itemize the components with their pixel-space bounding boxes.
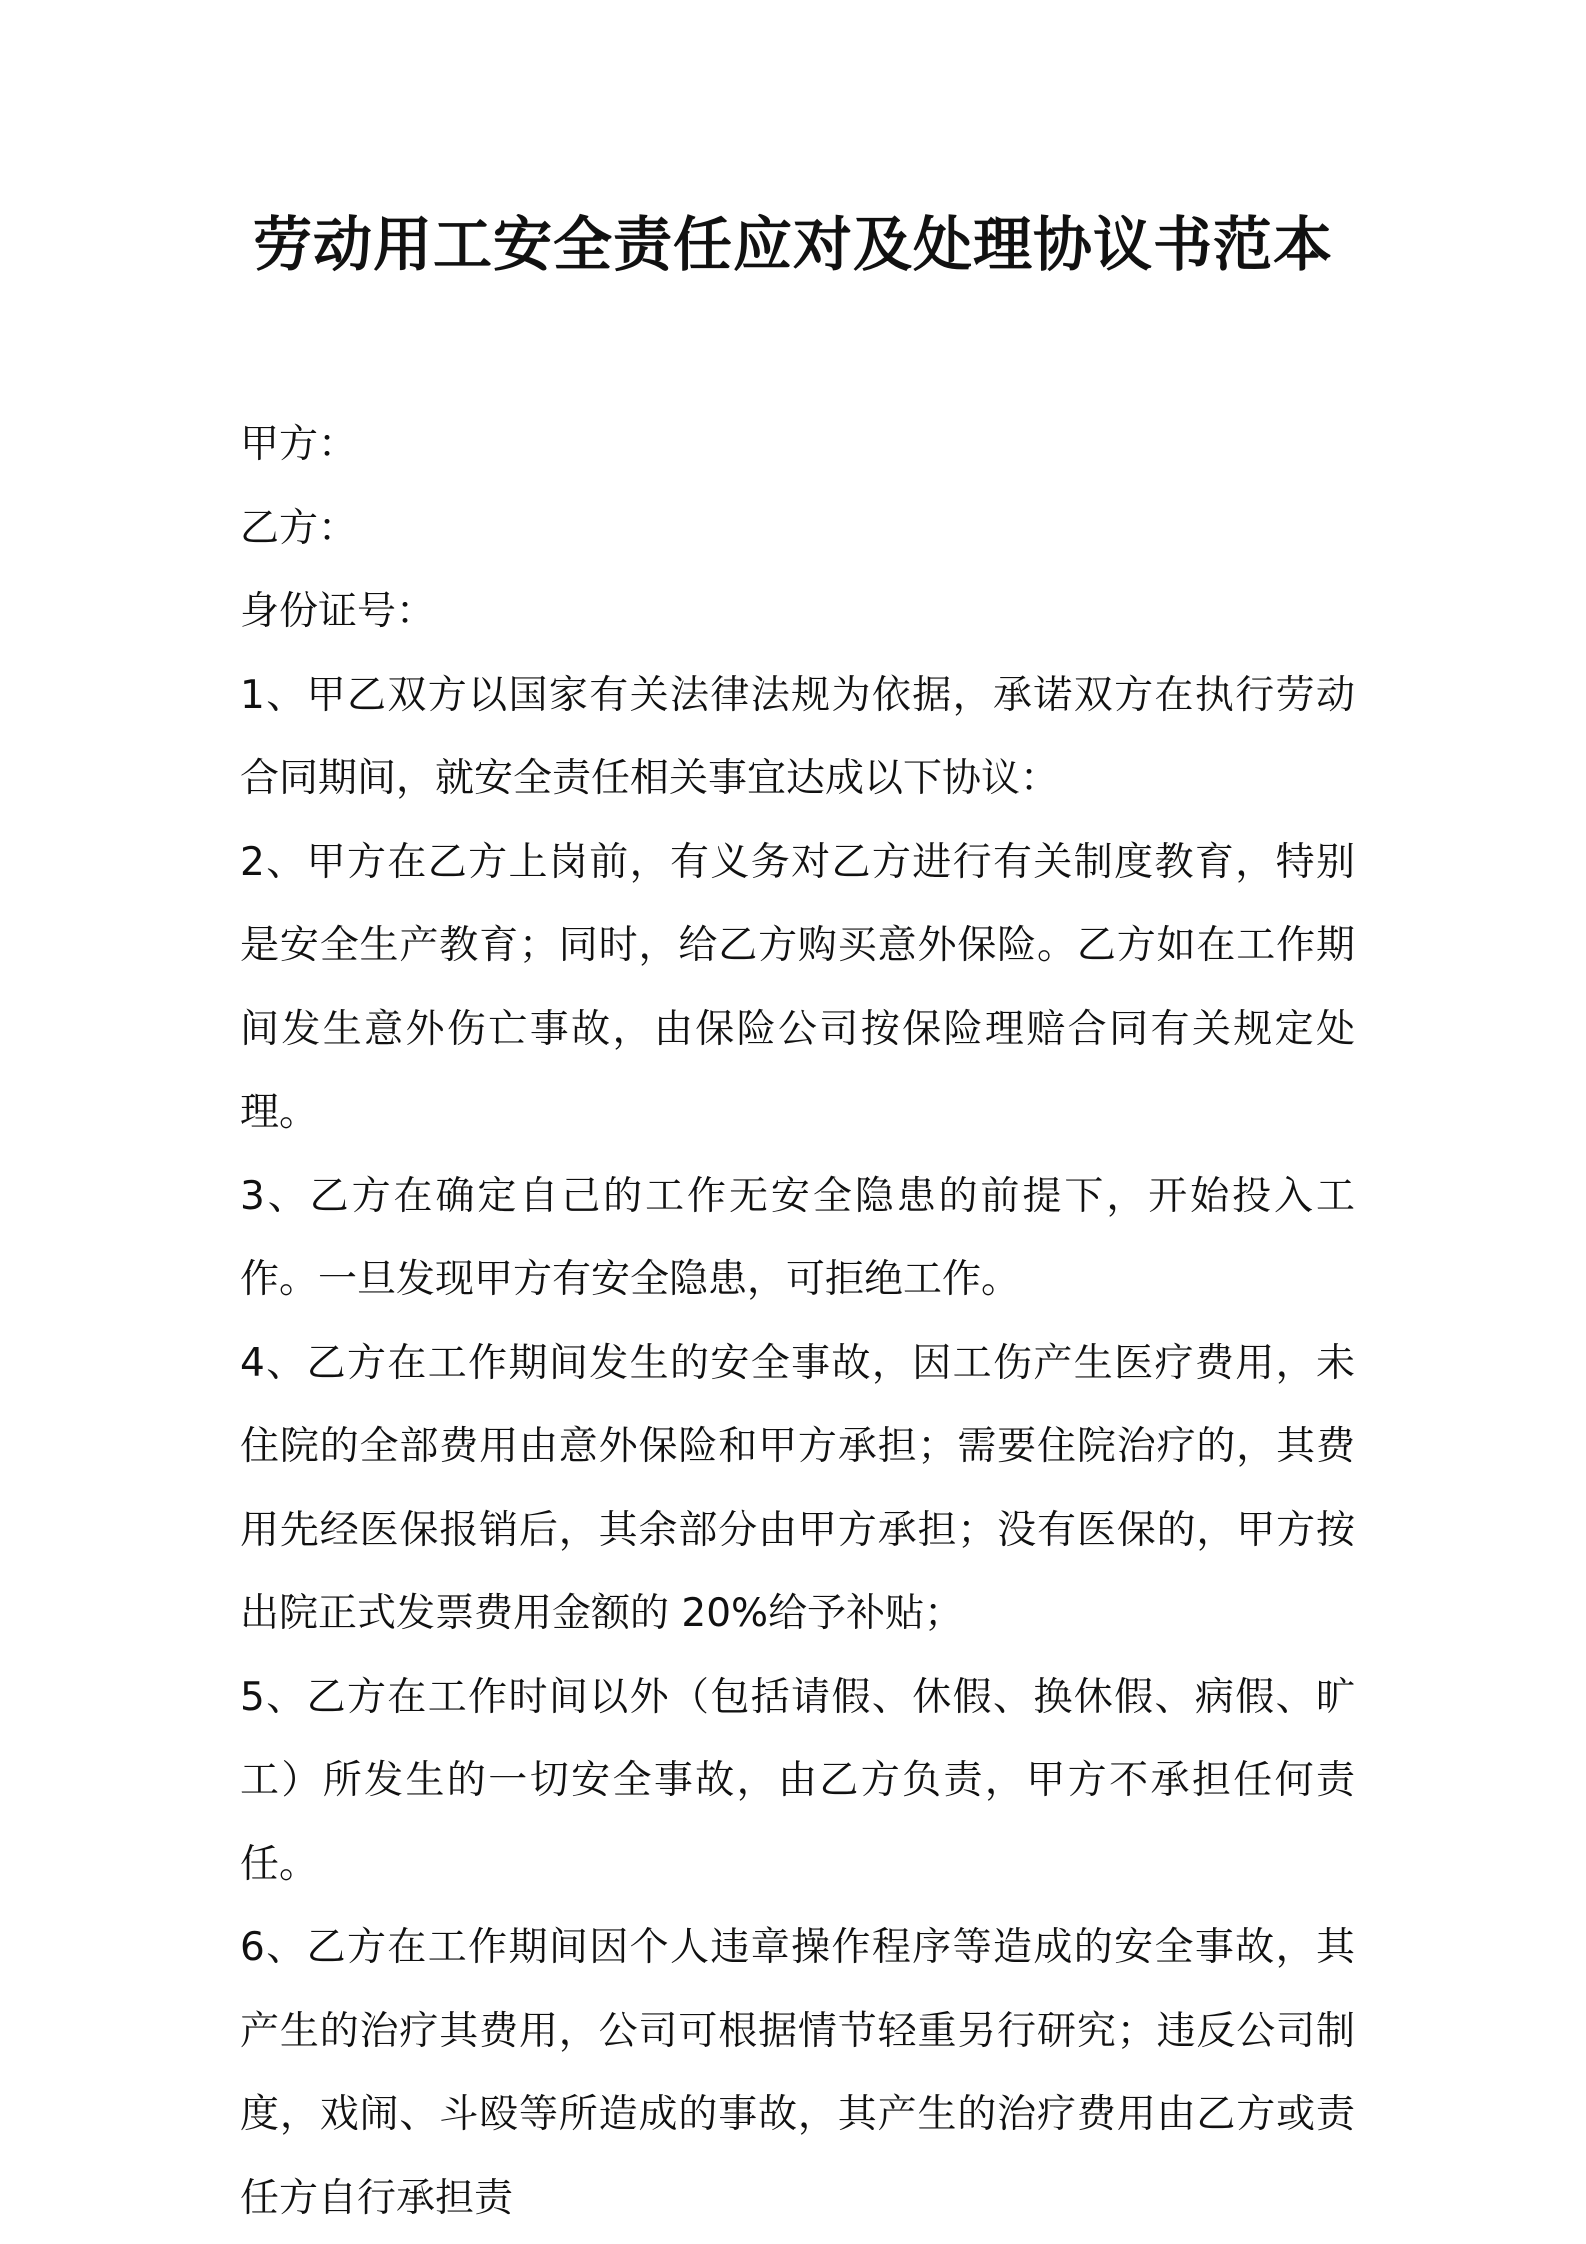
clause-5: 5、乙方在工作时间以外（包括请假、休假、换休假、病假、旷工）所发生的一切安全事故，由乙方负责，甲方不承担任何责任。 xyxy=(240,1674,1355,1887)
clause-2: 2、甲方在乙方上岗前，有义务对乙方进行有关制度教育，特别是安全生产教育；同时，给乙方购买意外保险。乙方如在工作期间发生意外伤亡事故，由保险公司按保险理赔合同有关规定处理。 xyxy=(240,839,1355,1135)
clause-6: 6、乙方在工作期间因个人违章操作程序等造成的安全事故，其产生的治疗其费用，公司可根据情节轻重另行研究；违反公司制度，戏闹、斗殴等所造成的事故，其产生的治疗费用由乙方或责任方自行承担责 xyxy=(240,1925,1355,2221)
clause-3: 3、乙方在确定自己的工作无安全隐患的前提下，开始投入工作。一旦发现甲方有安全隐患，可拒绝工作。 xyxy=(240,1173,1355,1302)
clause-4: 4、乙方在工作期间发生的安全事故，因工伤产生医疗费用，未住院的全部费用由意外保险和甲方承担；需要住院治疗的，其费用先经医保报销后，其余部分由甲方承担；没有医保的，甲方按出院正式发票费用金额的 20%给予补贴； xyxy=(240,1340,1355,1636)
clause-1: 1、甲乙双方以国家有关法律法规为依据，承诺双方在执行劳动合同期间，就安全责任相关事宜达成以下协议： xyxy=(240,672,1355,801)
document-title: 劳动用工安全责任应对及处理协议书范本 xyxy=(252,210,1333,279)
party-b-field-label: 乙方： xyxy=(240,505,358,551)
document-body xyxy=(240,403,1355,2240)
party-a-field-label: 甲方： xyxy=(240,422,358,467)
id-number-field-label: 身份证号： xyxy=(240,589,436,634)
